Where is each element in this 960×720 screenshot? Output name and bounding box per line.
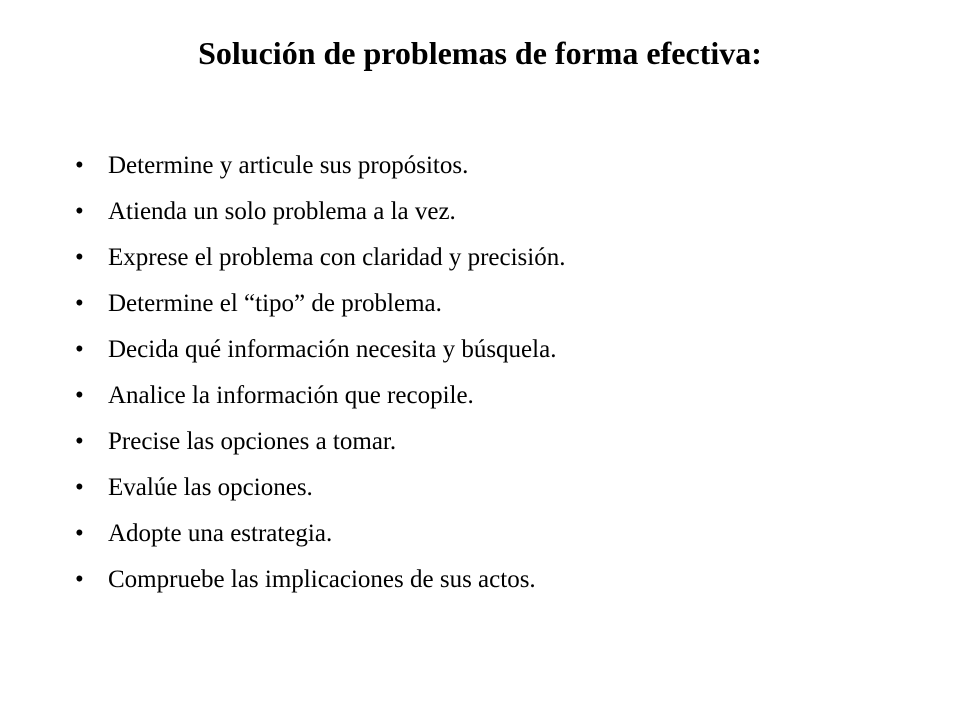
list-item-text: Determine y articule sus propósitos. (108, 152, 469, 179)
list-item (72, 373, 565, 419)
bullet-icon: • (75, 566, 84, 593)
list-item-text: Evalúe las opciones. (108, 474, 313, 501)
bullet-icon: • (75, 198, 84, 225)
bullet-icon: • (75, 290, 84, 317)
list-item-text: Decida qué información necesita y búsquela. (108, 336, 557, 363)
list-item-text: Precise las opciones a tomar. (108, 428, 397, 455)
list-item (72, 281, 565, 327)
bullet-icon: • (75, 336, 84, 363)
bullet-icon: • (75, 428, 84, 455)
list-item-text: Compruebe las implicaciones de sus actos. (108, 566, 536, 593)
list-item-text: Analice la información que recopile. (108, 382, 474, 409)
list-item (72, 235, 565, 281)
list-item (72, 557, 565, 603)
bullet-icon: • (75, 474, 84, 501)
list-item-text: Exprese el problema con claridad y precisión. (108, 244, 566, 271)
list-item-text: Adopte una estrategia. (108, 520, 333, 547)
list-item (72, 511, 565, 557)
list-item (72, 189, 565, 235)
bullet-icon: • (75, 382, 84, 409)
list-item (72, 465, 565, 511)
bullet-icon: • (75, 244, 84, 271)
slide-title: Solución de problemas de forma efectiva: (198, 35, 762, 71)
list-item-text: Atienda un solo problema a la vez. (108, 198, 456, 225)
bullet-icon: • (75, 152, 84, 179)
list-item (72, 143, 565, 189)
list-item-text: Determine el “tipo” de problema. (108, 290, 442, 317)
list-item (72, 419, 565, 465)
list-item (72, 327, 565, 373)
bullet-icon: • (75, 520, 84, 547)
bullet-list (72, 143, 565, 603)
